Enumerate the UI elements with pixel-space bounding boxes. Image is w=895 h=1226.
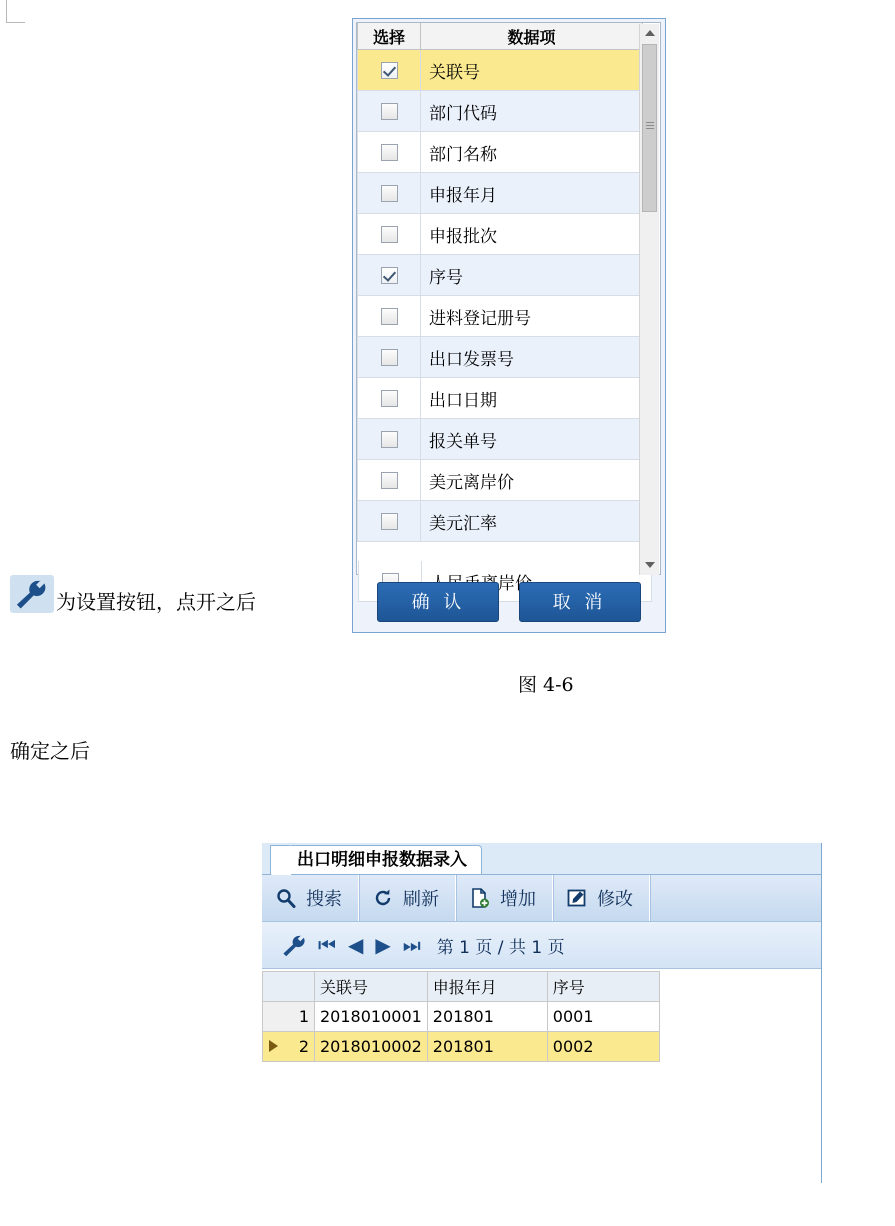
search-button-label: 搜索 <box>306 889 342 910</box>
row-select-cell[interactable] <box>358 91 421 132</box>
row-select-cell[interactable] <box>358 501 421 542</box>
checkbox-icon[interactable] <box>381 513 398 530</box>
edit-button-label: 修改 <box>597 889 633 910</box>
row-select-cell[interactable] <box>358 378 421 419</box>
chevron-up-icon <box>645 30 655 36</box>
last-page-button[interactable]: ⏭ <box>402 933 421 957</box>
row-label: 报关单号 <box>421 419 643 460</box>
records-grid <box>262 971 660 1062</box>
partially-visible-row[interactable] <box>358 561 641 577</box>
wrench-sentence-text: 为设置按钮，点开之后 <box>56 590 256 614</box>
cell-relation-no: 2018010002 <box>315 1032 428 1062</box>
checkbox-icon[interactable] <box>381 390 398 407</box>
grid-header-index <box>263 972 315 1002</box>
row-label: 美元离岸价 <box>421 460 643 501</box>
row-label: 进料登记册号 <box>421 296 643 337</box>
row-label: 申报年月 <box>421 173 643 214</box>
table-row[interactable] <box>358 173 643 214</box>
add-button[interactable] <box>456 875 553 921</box>
row-label: 出口日期 <box>421 378 643 419</box>
checkbox-icon[interactable] <box>381 226 398 243</box>
cell-declare-month: 201801 <box>427 1002 547 1032</box>
checkbox-icon[interactable] <box>381 103 398 120</box>
checkbox-icon[interactable] <box>381 349 398 366</box>
row-select-cell[interactable] <box>358 460 421 501</box>
data-item-table <box>357 23 643 542</box>
cancel-button[interactable]: 取 消 <box>519 582 641 622</box>
data-entry-window <box>262 843 822 1183</box>
row-label: 关联号 <box>421 50 643 91</box>
row-label: 序号 <box>421 255 643 296</box>
scroll-down-button[interactable] <box>640 556 659 575</box>
grid-header-row <box>263 972 660 1002</box>
next-page-button[interactable]: ▶ <box>375 933 391 957</box>
data-item-selector-dialog <box>352 18 666 633</box>
row-label: 部门名称 <box>421 132 643 173</box>
table-row[interactable] <box>358 255 643 296</box>
refresh-icon <box>373 888 393 908</box>
dialog-button-bar <box>353 582 665 622</box>
prev-page-button[interactable]: ◀ <box>348 933 364 957</box>
wrench-annotation-line <box>10 572 256 615</box>
table-row[interactable] <box>358 501 643 542</box>
scroll-up-button[interactable] <box>640 24 659 43</box>
edit-icon <box>567 888 587 908</box>
add-button-label: 增加 <box>500 889 536 910</box>
table-row[interactable] <box>358 296 643 337</box>
row-label: 申报批次 <box>421 214 643 255</box>
table-row[interactable] <box>358 378 643 419</box>
checkbox-icon[interactable] <box>381 431 398 448</box>
cell-declare-month: 201801 <box>427 1032 547 1062</box>
list-scrollbar[interactable] <box>639 24 659 575</box>
checkbox-icon[interactable] <box>381 62 398 79</box>
cell-seq: 0001 <box>547 1002 659 1032</box>
row-select-cell[interactable] <box>358 214 421 255</box>
figure-caption: 图 4-6 <box>518 674 574 696</box>
chevron-down-icon <box>645 562 655 568</box>
row-select-cell[interactable] <box>358 296 421 337</box>
refresh-button-label: 刷新 <box>403 889 439 910</box>
column-header-select: 选择 <box>358 23 421 50</box>
body-paragraph: 确定之后 <box>10 739 90 763</box>
row-select-cell[interactable] <box>358 173 421 214</box>
row-index-label: 2 <box>298 1037 309 1056</box>
table-header-row <box>358 23 643 50</box>
row-label: 美元汇率 <box>421 501 643 542</box>
column-header-name: 数据项 <box>421 23 643 50</box>
cell-relation-no: 2018010001 <box>315 1002 428 1032</box>
table-row[interactable] <box>358 91 643 132</box>
table-row[interactable] <box>358 132 643 173</box>
add-file-icon <box>470 888 490 908</box>
cell-seq: 0002 <box>547 1032 659 1062</box>
confirm-button[interactable]: 确 认 <box>377 582 499 622</box>
settings-wrench-icon[interactable] <box>276 934 312 956</box>
checkbox-icon[interactable] <box>381 185 398 202</box>
wrench-icon <box>10 575 54 613</box>
scrollbar-thumb[interactable] <box>642 44 657 212</box>
first-page-button[interactable]: ⏮ <box>318 933 336 957</box>
row-index: 1 <box>263 1002 315 1032</box>
table-row[interactable] <box>358 419 643 460</box>
page-indicator: 第 1 页 / 共 1 页 <box>436 937 565 958</box>
row-selector-icon <box>269 1040 278 1052</box>
tab-bar <box>262 843 821 875</box>
grid-header-declare-month: 申报年月 <box>427 972 547 1002</box>
checkbox-icon[interactable] <box>381 308 398 325</box>
main-toolbar <box>262 875 821 922</box>
checkbox-icon[interactable] <box>381 144 398 161</box>
row-label: 出口发票号 <box>421 337 643 378</box>
grid-header-seq: 序号 <box>547 972 659 1002</box>
search-button[interactable] <box>262 875 359 921</box>
grip-icon <box>646 125 654 126</box>
table-row[interactable] <box>358 460 643 501</box>
table-row[interactable] <box>358 337 643 378</box>
grid-header-relation-no: 关联号 <box>315 972 428 1002</box>
row-label: 部门代码 <box>421 91 643 132</box>
search-icon <box>276 888 296 908</box>
row-select-cell[interactable] <box>358 419 421 460</box>
row-select-cell[interactable] <box>358 50 421 91</box>
pager-bar <box>262 922 821 969</box>
tab-export-detail-entry[interactable]: 出口明细申报数据录入 <box>270 845 482 874</box>
row-index <box>263 1032 315 1062</box>
table-row[interactable] <box>263 1002 660 1032</box>
table-row[interactable] <box>358 50 643 91</box>
row-select-cell[interactable] <box>358 337 421 378</box>
checkbox-icon[interactable] <box>381 267 398 284</box>
table-row[interactable] <box>263 1032 660 1062</box>
refresh-button[interactable] <box>359 875 456 921</box>
row-select-cell[interactable] <box>358 132 421 173</box>
table-row[interactable] <box>358 214 643 255</box>
edit-button[interactable] <box>553 875 650 921</box>
row-select-cell[interactable] <box>358 255 421 296</box>
checkbox-icon[interactable] <box>381 472 398 489</box>
data-item-list-panel <box>356 22 661 575</box>
page-corner-mark <box>6 0 25 23</box>
